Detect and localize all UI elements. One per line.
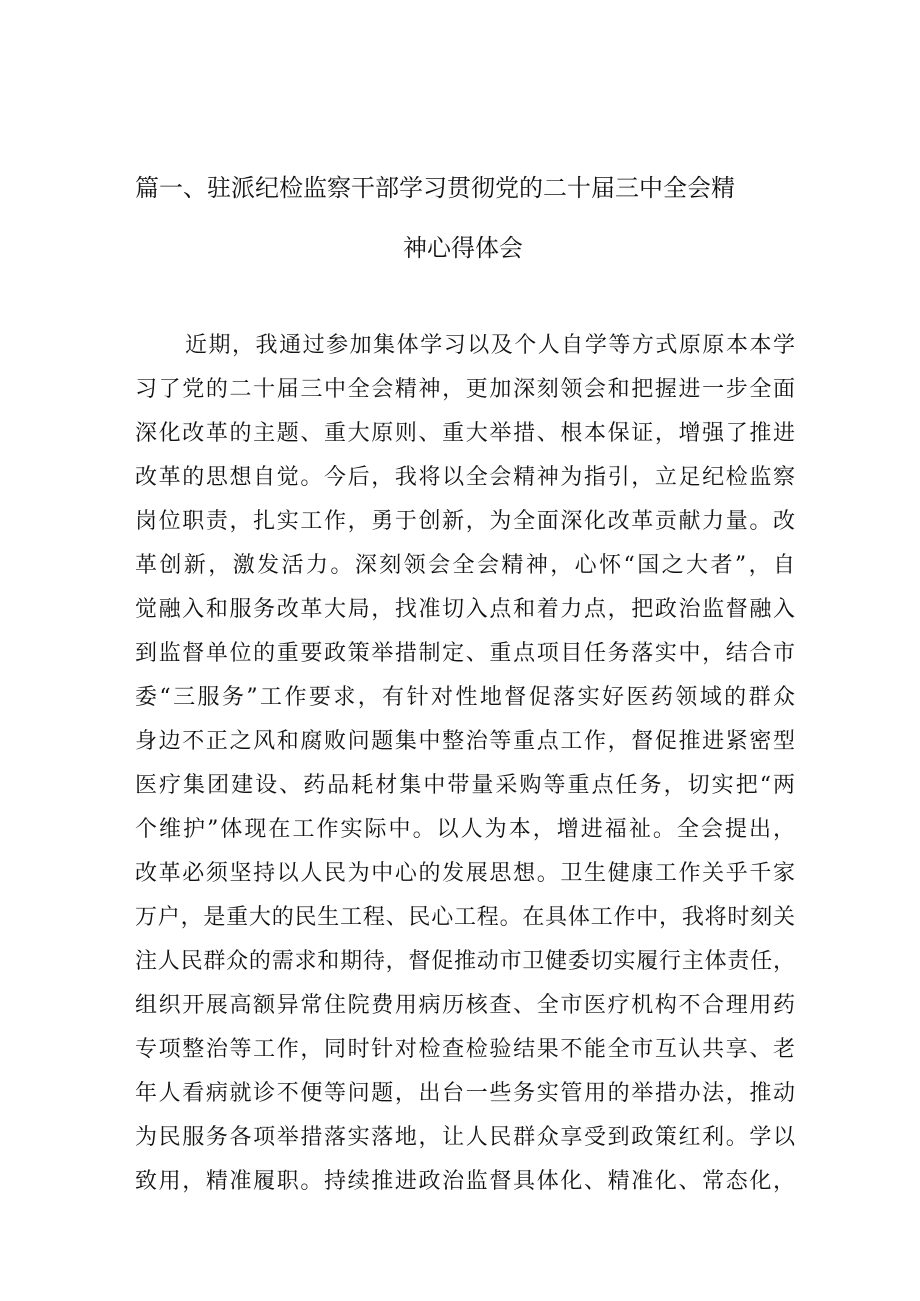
body-text-line: 致用，精准履职。持续推进政治监督具体化、精准化、常态化， bbox=[135, 1169, 795, 1194]
body-text-line: 医疗集团建设、药品耗材集中带量采购等重点任务，切实把“两 bbox=[135, 773, 795, 798]
body-text-line: 革创新，激发活力。深刻领会全会精神，心怀“国之大者”，自 bbox=[135, 553, 795, 578]
body-text-line: 组织开展高额异常住院费用病历核查、全市医疗机构不合理用药 bbox=[135, 993, 795, 1018]
body-text-line: 专项整治等工作，同时针对检查检验结果不能全市互认共享、老 bbox=[135, 1037, 795, 1062]
body-text-line: 注人民群众的需求和期待，督促推动市卫健委切实履行主体责任， bbox=[135, 949, 795, 974]
body-text-line: 近期，我通过参加集体学习以及个人自学等方式原原本本学 bbox=[185, 333, 795, 358]
body-text-line: 委“三服务”工作要求，有针对性地督促落实好医药领域的群众 bbox=[135, 685, 795, 710]
document-title-line-2: 神心得体会 bbox=[403, 234, 523, 262]
body-text-line: 到监督单位的重要政策举措制定、重点项目任务落实中，结合市 bbox=[135, 641, 795, 666]
body-text-line: 习了党的二十届三中全会精神，更加深刻领会和把握进一步全面 bbox=[135, 377, 795, 402]
body-text-line: 改革的思想自觉。今后，我将以全会精神为指引，立足纪检监察 bbox=[135, 465, 795, 490]
body-text-line: 万户，是重大的民生工程、民心工程。在具体工作中，我将时刻关 bbox=[135, 905, 795, 930]
body-text-line: 岗位职责，扎实工作，勇于创新，为全面深化改革贡献力量。改 bbox=[135, 509, 795, 534]
body-text-line: 年人看病就诊不便等问题，出台一些务实管用的举措办法，推动 bbox=[135, 1081, 795, 1106]
body-text-line: 改革必须坚持以人民为中心的发展思想。卫生健康工作关乎千家 bbox=[135, 861, 795, 886]
body-text-line: 身边不正之风和腐败问题集中整治等重点工作，督促推进紧密型 bbox=[135, 729, 795, 754]
body-text-line: 为民服务各项举措落实落地，让人民群众享受到政策红利。学以 bbox=[135, 1125, 795, 1150]
body-text-line: 觉融入和服务改革大局，找准切入点和着力点，把政治监督融入 bbox=[135, 597, 795, 622]
body-text-line: 个维护”体现在工作实际中。以人为本，增进福祉。全会提出， bbox=[135, 817, 795, 842]
body-text-line: 深化改革的主题、重大原则、重大举措、根本保证，增强了推进 bbox=[135, 421, 795, 446]
document-title-line-1: 篇一、驻派纪检监察干部学习贯彻党的二十届三中全会精 bbox=[135, 174, 735, 202]
